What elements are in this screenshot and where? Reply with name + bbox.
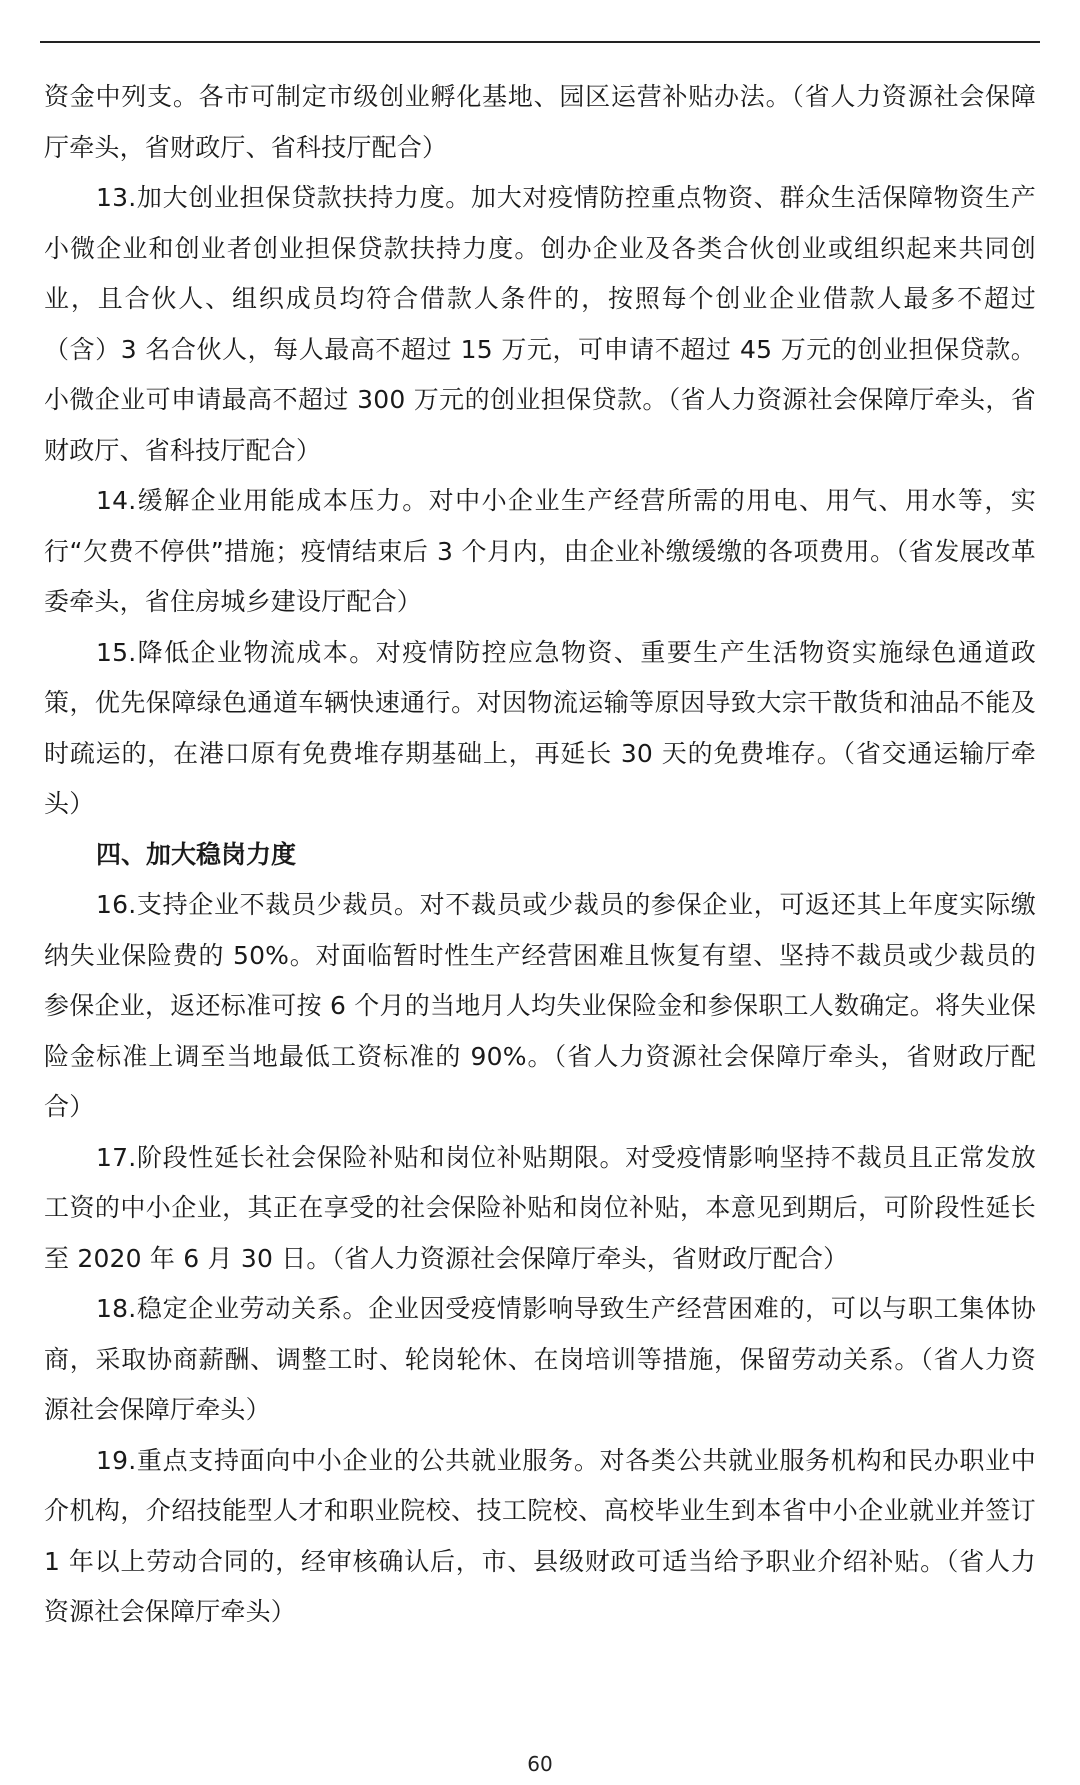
paragraph-item-13: 13.加大创业担保贷款扶持力度。加大对疫情防控重点物资、群众生活保障物资生产小微企业和创业者创业担保贷款扶持力度。创办企业及各类合伙创业或组织起来共同创业，且合伙人、组织成员均符合借款人条件的，按照每个创业企业借款人最多不超过（含）3 名合伙人，每人最高不超过 15 万元，可申请不超过 45 万元的创业担保贷款。小微企业可申请最高不超过 300 万元的创业担保贷款。（省人力资源社会保障厅牵头，省财政厅、省科技厅配合）	[44, 183, 1036, 465]
paragraph-continuation: 资金中列支。各市可制定市级创业孵化基地、园区运营补贴办法。（省人力资源社会保障厅牵头，省财政厅、省科技厅配合）	[44, 82, 1036, 162]
paragraph-item-18: 18.稳定企业劳动关系。企业因受疫情影响导致生产经营困难的，可以与职工集体协商，采取协商薪酬、调整工时、轮岗轮休、在岗培训等措施，保留劳动关系。（省人力资源社会保障厅牵头）	[44, 1294, 1036, 1424]
paragraph-item-15: 15.降低企业物流成本。对疫情防控应急物资、重要生产生活物资实施绿色通道政策，优先保障绿色通道车辆快速通行。对因物流运输等原因导致大宗干散货和油品不能及时疏运的，在港口原有免费堆存期基础上，再延长 30 天的免费堆存。（省交通运输厅牵头）	[44, 637, 1036, 818]
section-heading: 四、加大稳岗力度	[96, 839, 297, 869]
top-rule	[40, 41, 1040, 43]
page-number: 60	[527, 1752, 553, 1776]
document-body	[44, 72, 1036, 1638]
paragraph-item-19: 19.重点支持面向中小企业的公共就业服务。对各类公共就业服务机构和民办职业中介机构，介绍技能型人才和职业院校、技工院校、高校毕业生到本省中小企业就业并签订 1 年以上劳动合同的，经审核确认后，市、县级财政可适当给予职业介绍补贴。（省人力资源社会保障厅牵头）	[44, 1445, 1036, 1626]
paragraph-item-14: 14.缓解企业用能成本压力。对中小企业生产经营所需的用电、用气、用水等，实行“欠费不停供”措施；疫情结束后 3 个月内，由企业补缴缓缴的各项费用。（省发展改革委牵头，省住房城乡建设厅配合）	[44, 486, 1036, 616]
paragraph-item-17: 17.阶段性延长社会保险补贴和岗位补贴期限。对受疫情影响坚持不裁员且正常发放工资的中小企业，其正在享受的社会保险补贴和岗位补贴，本意见到期后，可阶段性延长至 2020 年 6 月 30 日。（省人力资源社会保障厅牵头，省财政厅配合）	[44, 1142, 1036, 1273]
paragraph-item-16: 16.支持企业不裁员少裁员。对不裁员或少裁员的参保企业，可返还其上年度实际缴纳失业保险费的 50%。对面临暂时性生产经营困难且恢复有望、坚持不裁员或少裁员的参保企业，返还标准可按 6 个月的当地月人均失业保险金和参保职工人数确定。将失业保险金标准上调至当地最低工资标准的 90%。（省人力资源社会保障厅牵头，省财政厅配合）	[44, 890, 1036, 1121]
